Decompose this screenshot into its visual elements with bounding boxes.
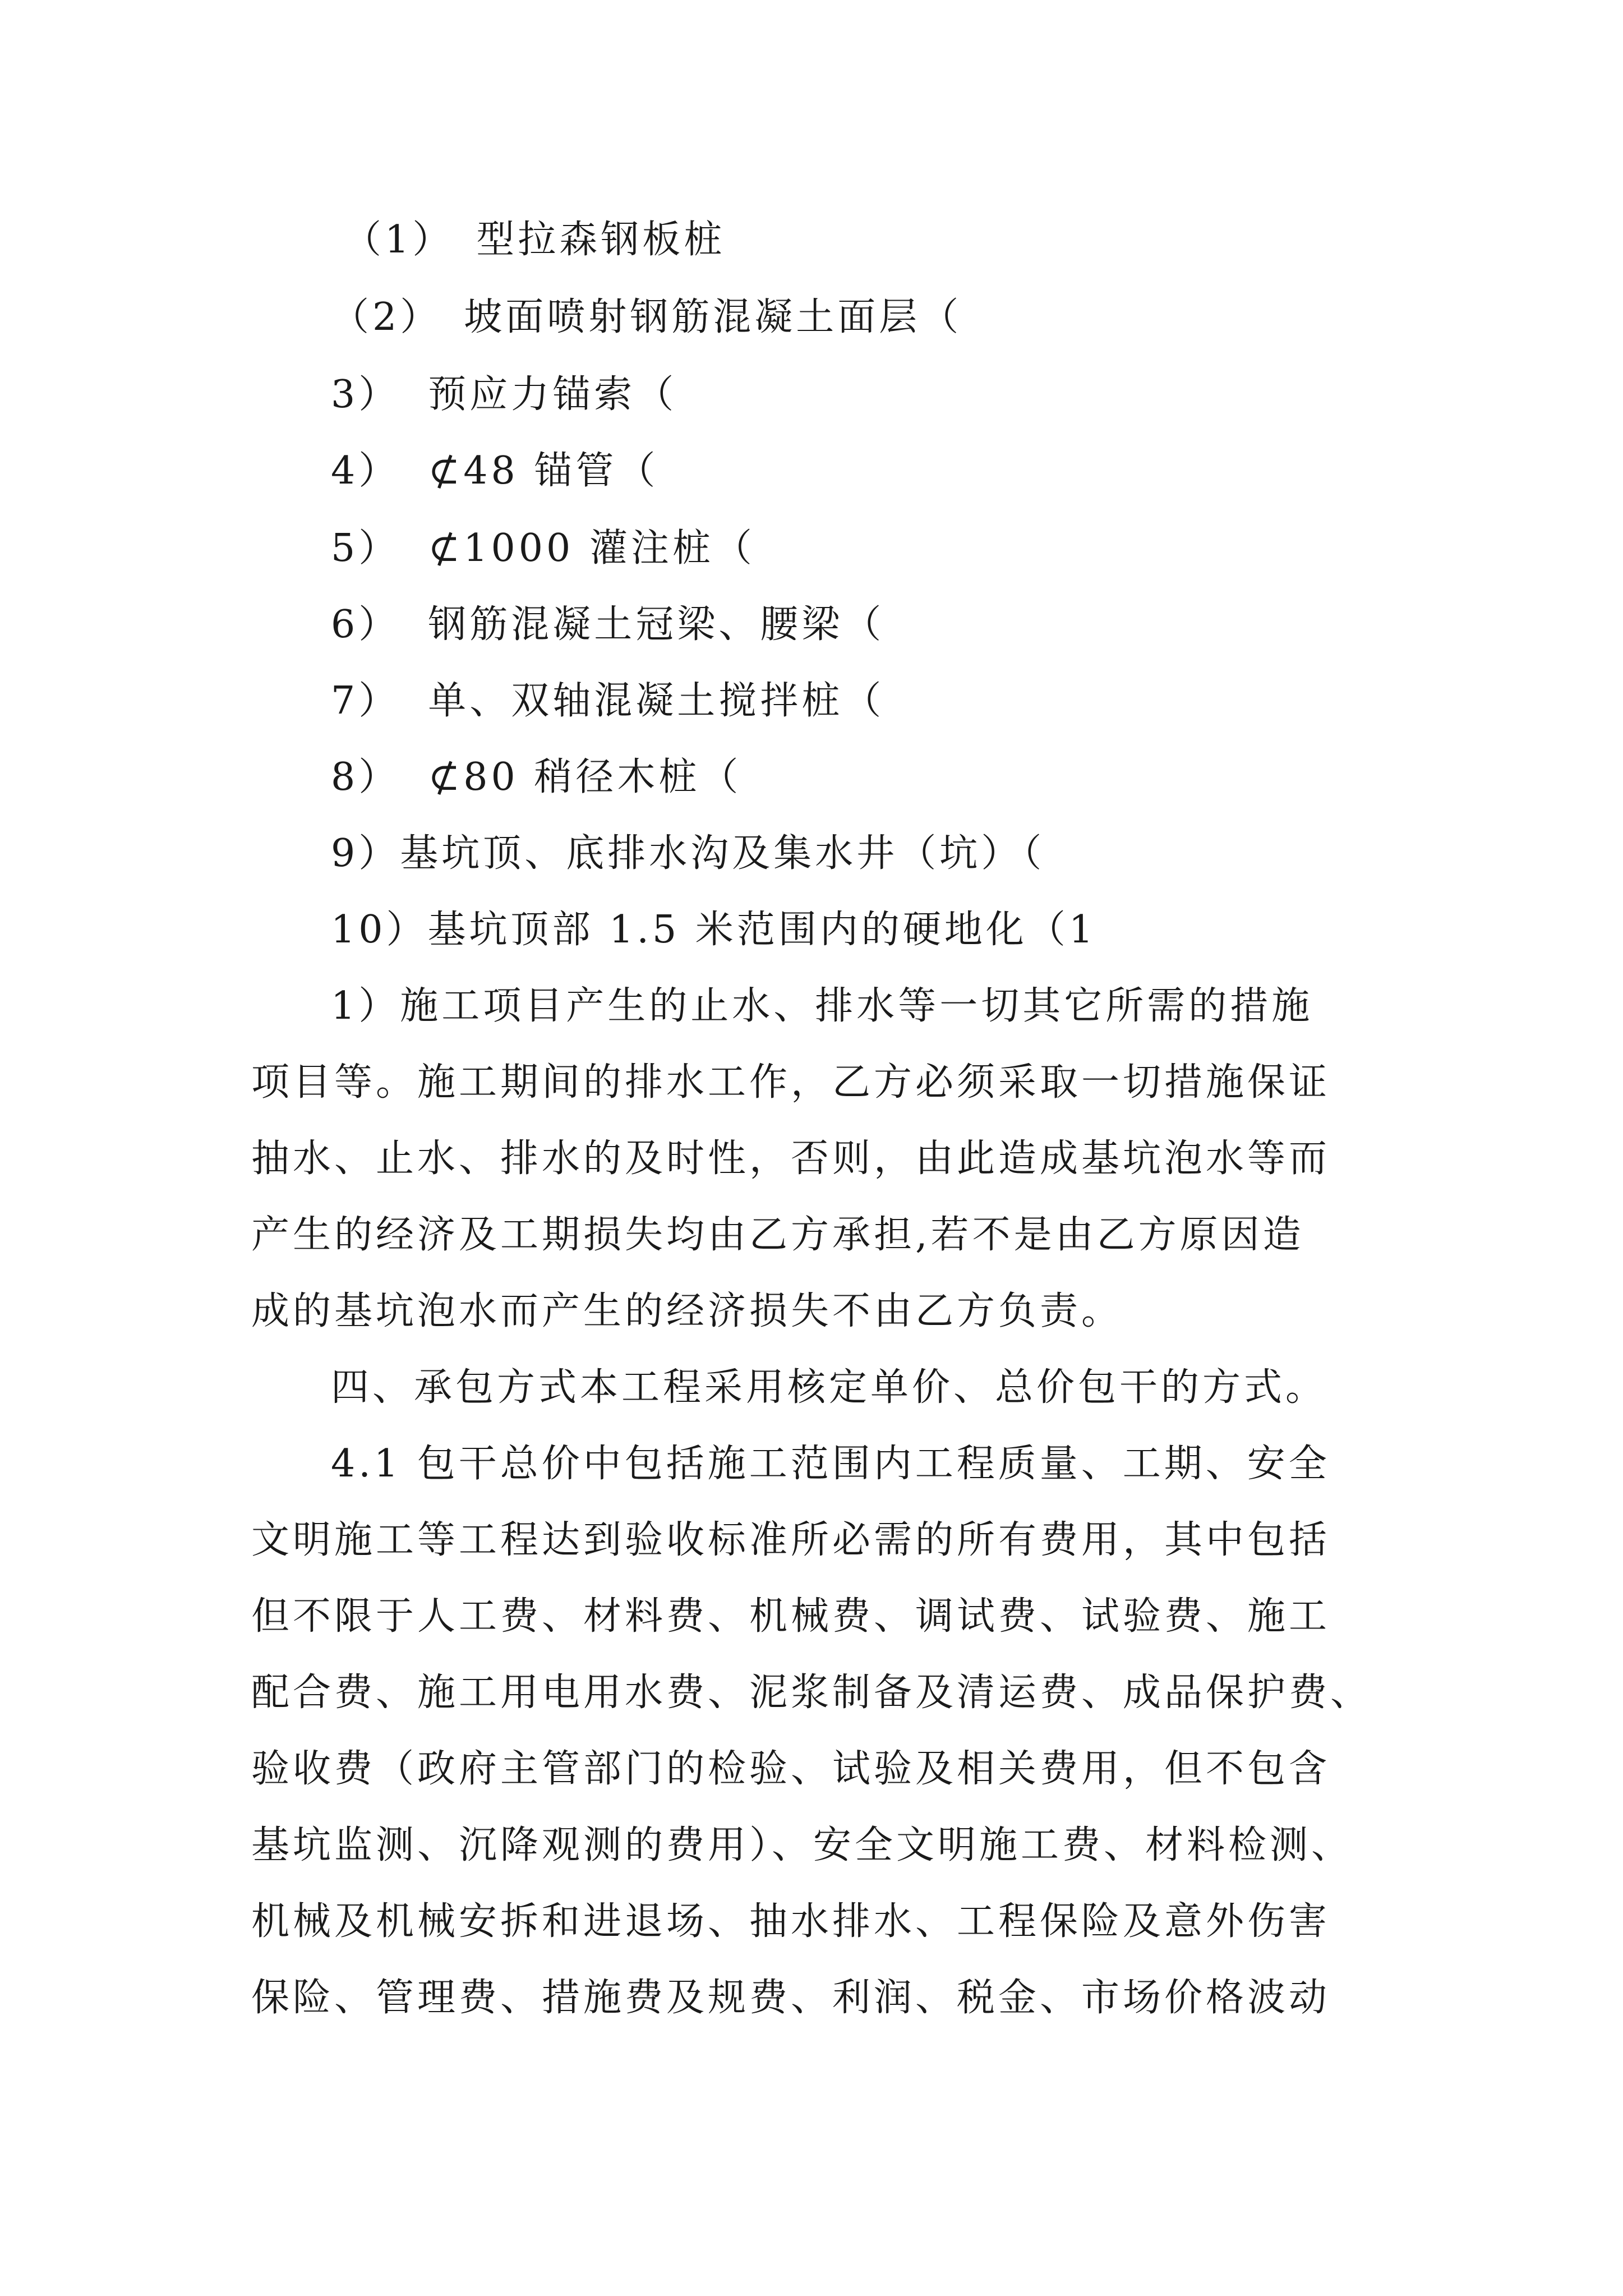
item-text: ⊄1000 灌注桩（ (428, 526, 755, 570)
item-text: ⊄48 锚管（ (428, 449, 659, 493)
paragraph-line: 产生的经济及工期损失均由乙方承担,若不是由乙方原因造 (251, 1213, 1304, 1257)
paragraph-line: 文明施工等工程达到验收标准所必需的所有费用，其中包括 (251, 1518, 1331, 1562)
item-number: 4） (331, 449, 400, 493)
item-text: 坡面喷射钢筋混凝土面层（ (464, 295, 962, 339)
list-item (331, 602, 884, 647)
item-number: 7） (331, 679, 400, 723)
list-item (331, 372, 677, 417)
item-text: 预应力锚索（ (428, 372, 677, 417)
item-text: 单、双轴混凝土搅拌桩（ (428, 679, 885, 723)
paragraph-line: 配合费、施工用电用水费、泥浆制备及清运费、成品保护费、 (251, 1671, 1372, 1715)
paragraph-line: 1）施工项目产生的止水、排水等一切其它所需的措施 (331, 984, 1313, 1028)
item-number: （1） (343, 218, 454, 262)
list-item (343, 218, 725, 263)
list-item (331, 526, 755, 571)
list-item (331, 295, 962, 340)
paragraph-line: 保险、管理费、措施费及规费、利润、税金、市场价格波动 (251, 1976, 1331, 2020)
paragraph-line: 机械及机械安拆和进退场、抽水排水、工程保险及意外伤害 (251, 1899, 1331, 1944)
paragraph-line: 4.1 包干总价中包括施工范围内工程质量、工期、安全 (331, 1442, 1330, 1486)
list-item (331, 449, 658, 494)
paragraph-line: 但不限于人工费、材料费、机械费、调试费、试验费、施工 (251, 1594, 1331, 1639)
item-number: 3） (331, 372, 400, 417)
item-number: 5） (331, 526, 400, 570)
item-text: 型拉森钢板桩 (476, 218, 726, 262)
item-text: ⊄80 稍径木桩（ (428, 755, 742, 799)
item-number: （2） (331, 295, 442, 339)
item-number: 8） (331, 755, 400, 799)
paragraph-line: 成的基坑泡水而产生的经济损失不由乙方负责。 (251, 1289, 1123, 1333)
list-item-9: 9）基坑顶、底排水沟及集水井（坑）（ (331, 831, 1045, 876)
paragraph-line: 项目等。施工期间的排水工作，乙方必须采取一切措施保证 (251, 1060, 1331, 1105)
paragraph-line: 基坑监测、沉降观测的费用）、安全文明施工费、材料检测、 (251, 1823, 1353, 1867)
list-item (331, 679, 884, 724)
paragraph-line: 验收费（政府主管部门的检验、试验及相关费用，但不包含 (251, 1747, 1331, 1791)
section-heading: 四、承包方式本工程采用核定单价、总价包干的方式。 (331, 1365, 1327, 1410)
item-text: 钢筋混凝土冠梁、腰梁（ (428, 602, 885, 647)
list-item (331, 755, 741, 800)
paragraph-line: 抽水、止水、排水的及时性，否则，由此造成基坑泡水等而 (251, 1137, 1331, 1181)
list-item-10: 10）基坑顶部 1.5 米范围内的硬地化（1 (331, 908, 1097, 952)
item-number: 6） (331, 602, 400, 647)
